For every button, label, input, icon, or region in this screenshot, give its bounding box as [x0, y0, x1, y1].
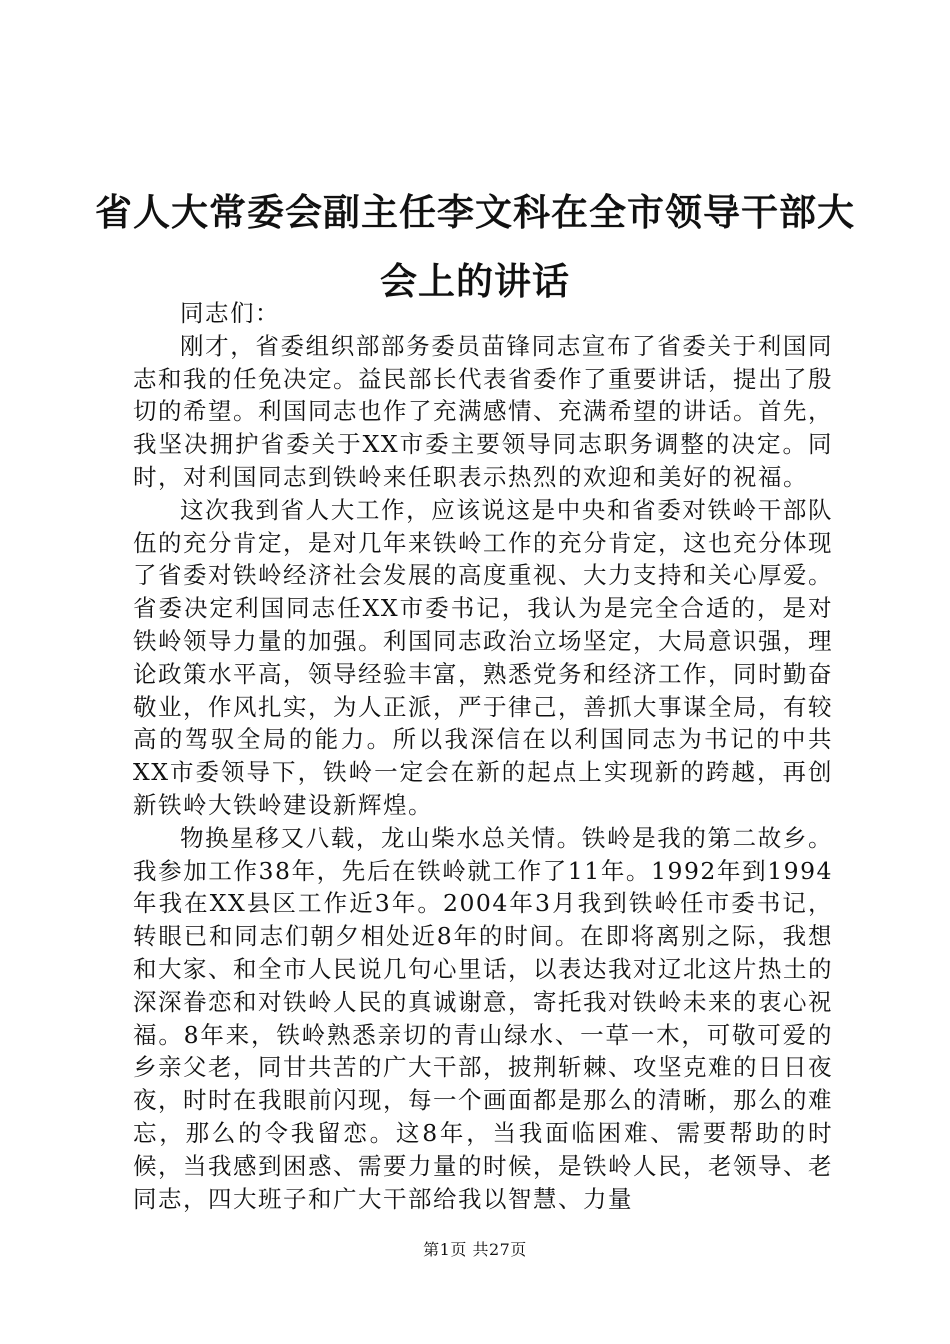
document-body	[133, 297, 833, 1215]
page-number-footer: 第1页 共27页	[423, 1240, 527, 1259]
body-paragraph-1: 刚才，省委组织部部务委员苗锋同志宣布了省委关于利国同志和我的任免决定。益民部长代表省委作了重要讲话，提出了殷切的希望。利国同志也作了充满感情、充满希望的讲话。首先，我坚决拥护省委关于XX市委主要领导同志职务调整的决定。同时，对利国同志到铁岭来任职表示热烈的欢迎和美好的祝福。	[133, 331, 833, 491]
body-paragraph-3: 物换星移又八载，龙山柴水总关情。铁岭是我的第二故乡。我参加工作38年，先后在铁岭就工作了11年。1992年到1994年我在XX县区工作近3年。2004年3月我到铁岭任市委书记，转眼已和同志们朝夕相处近8年的时间。在即将离别之际，我想和大家、和全市人民说几句心里话，以表达我对辽北这片热土的深深眷恋和对铁岭人民的真诚谢意，寄托我对铁岭未来的衷心祝福。8年来，铁岭熟悉亲切的青山绿水、一草一木，可敬可爱的乡亲父老，同甘共苦的广大干部，披荆斩棘、攻坚克难的日日夜夜，时时在我眼前闪现，每一个画面都是那么的清晰，那么的难忘，那么的令我留恋。这8年，当我面临困难、需要帮助的时候，当我感到困惑、需要力量的时候，是铁岭人民，老领导、老同志，四大班子和广大干部给我以智慧、力量	[133, 823, 833, 1213]
salutation-paragraph: 同志们：	[180, 299, 280, 327]
body-paragraph-2: 这次我到省人大工作，应该说这是中央和省委对铁岭干部队伍的充分肯定，是对几年来铁岭工作的充分肯定，这也充分体现了省委对铁岭经济社会发展的高度重视、大力支持和关心厚爱。省委决定利国同志任XX市委书记，我认为是完全合适的，是对铁岭领导力量的加强。利国同志政治立场坚定，大局意识强，理论政策水平高，领导经验丰富，熟悉党务和经济工作，同时勤奋敬业，作风扎实，为人正派，严于律己，善抓大事谋全局，有较高的驾驭全局的能力。所以我深信在以利国同志为书记的中共XX市委领导下，铁岭一定会在新的起点上实现新的跨越，再创新铁岭大铁岭建设新辉煌。	[133, 495, 833, 819]
document-title: 省人大常委会副主任李文科在全市领导干部大会上的讲话	[95, 190, 855, 303]
